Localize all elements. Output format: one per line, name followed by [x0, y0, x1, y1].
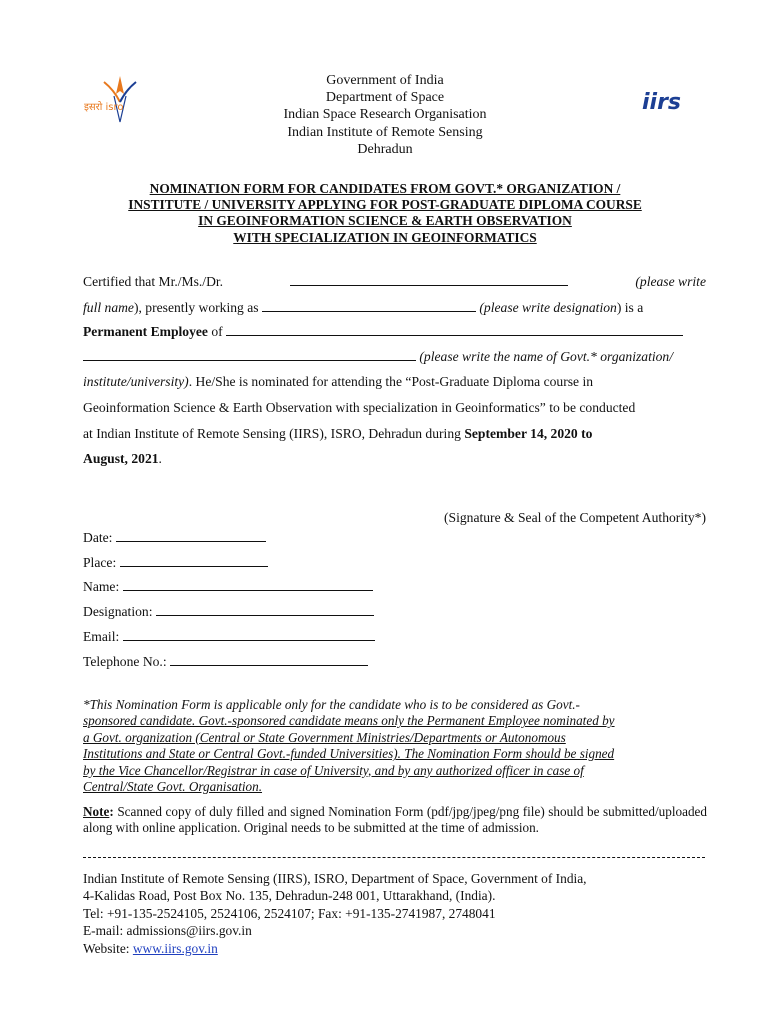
body-line-6 [83, 400, 635, 416]
fine-print-line [83, 730, 707, 746]
body-line-2 [83, 300, 643, 316]
email-blank[interactable] [123, 629, 375, 641]
iirs-during-text: at Indian Institute of Remote Sensing (IIRS), ISRO, Dehradun during [83, 426, 465, 441]
body-line-4 [83, 349, 673, 365]
address-line: Indian Institute of Remote Sensing (IIRS), ISRO, Department of Space, Government of India, [83, 871, 587, 886]
designation-blank[interactable] [262, 300, 476, 312]
course-dates-end: August, 2021 [83, 451, 159, 466]
body-line-1 [83, 274, 706, 290]
header-line: Government of India [326, 73, 444, 88]
header-line: Indian Institute of Remote Sensing [287, 124, 483, 140]
header-line: Indian Space Research Organisation [283, 107, 487, 123]
email-field [83, 629, 375, 645]
signature-seal-label: (Signature & Seal of the Competent Authority*) [443, 510, 706, 525]
fine-print [83, 697, 707, 795]
fine-print-underlined: a Govt. organization (Central or State Government Ministries/Departments or Autonomous [83, 729, 566, 745]
name-blank[interactable] [123, 579, 373, 591]
organization-blank-1[interactable] [226, 324, 683, 336]
email-label: Email: [83, 629, 120, 644]
header-line: Dehradun [357, 141, 413, 157]
presently-working-text: ), presently working as [133, 300, 259, 315]
date-field [83, 530, 266, 546]
period: . [158, 451, 162, 466]
fine-print-underlined: sponsored candidate. Govt.-sponsored candidate means only the Permanent Employee nominated by [83, 713, 615, 729]
organization-blank-2[interactable] [83, 349, 416, 361]
fine-print-line [83, 713, 707, 729]
name-label: Name: [83, 579, 120, 594]
date-label: Date: [83, 530, 113, 545]
certified-text: Certified that Mr./Ms./Dr. [83, 274, 224, 289]
address-line: E-mail: admissions@iirs.gov.in [83, 923, 252, 939]
header-block [200, 72, 570, 158]
name-field [83, 579, 373, 595]
course-dates-start: September 14, 2020 to [464, 426, 593, 441]
fine-print-line [83, 779, 707, 795]
note-text: Scanned copy of duly filled and signed Nomination Form (pdf/jpg/jpeg/png file) should be submitted/uploaded along with online application. Original needs to be submitted at the time of admission. [83, 804, 707, 836]
address-line: 4-Kalidas Road, Post Box No. 135, Dehradun-248 001, Uttarakhand, (India). [83, 888, 496, 904]
telephone-label: Telephone No.: [83, 654, 167, 669]
fine-print-line [83, 746, 707, 762]
nominated-text: . He/She is nominated for attending the “Post-Graduate Diploma course in [188, 374, 594, 389]
fine-print-line [83, 763, 707, 779]
is-a-text: ) is a [616, 300, 644, 315]
full-name-blank[interactable] [290, 274, 568, 286]
header-line: Department of Space [325, 90, 445, 106]
of-text: of [207, 324, 223, 339]
title-line: WITH SPECIALIZATION IN GEOINFORMATICS [233, 229, 537, 245]
body-line-7 [83, 426, 592, 442]
title-line: NOMINATION FORM FOR CANDIDATES FROM GOVT.* ORGANIZATION / [149, 181, 621, 196]
logo-right-lettering: iirs [642, 90, 682, 115]
address-line: Tel: +91-135-2524105, 2524106, 2524107; Fax: +91-135-2741987, 2748041 [83, 905, 496, 921]
dashed-divider [83, 857, 705, 864]
body-line-3 [83, 324, 683, 340]
organization-hint: (please write the name of Govt.* organization/ [419, 349, 674, 364]
designation-field [83, 604, 374, 620]
website-line [83, 940, 587, 957]
note-colon: : [109, 804, 114, 819]
designation-hint: (please write designation [479, 300, 617, 315]
place-label: Place: [83, 555, 117, 570]
telephone-field [83, 654, 368, 670]
title-line: INSTITUTE / UNIVERSITY APPLYING FOR POST-GRADUATE DIPLOMA COURSE [128, 197, 642, 213]
title-line: IN GEOINFORMATION SCIENCE & EARTH OBSERVATION [198, 213, 572, 229]
website-label: Website: [83, 940, 133, 956]
fine-print-underlined: Institutions and State or Central Govt.-funded Universities). The Nomination Form should be signed [83, 746, 615, 762]
place-blank[interactable] [120, 555, 268, 567]
iirs-logo [640, 86, 704, 116]
website-link[interactable]: www.iirs.gov.in [132, 940, 218, 956]
logo-left-lettering: इसरो isro [84, 102, 124, 113]
address-block [83, 870, 587, 957]
telephone-blank[interactable] [170, 654, 368, 666]
fine-print-line: *This Nomination Form is applicable only for the candidate who is to be considered as Govt.- [83, 697, 580, 712]
permanent-employee-text: Permanent Employee [83, 324, 208, 339]
note-block [83, 804, 707, 837]
form-title [60, 181, 710, 246]
isro-logo [84, 72, 156, 124]
full-name-hint: full name [83, 300, 134, 315]
note-label: Note [83, 804, 110, 819]
date-blank[interactable] [116, 530, 266, 542]
please-write-hint: (please write [635, 274, 706, 289]
body-line-8 [83, 451, 162, 467]
fine-print-underlined: Central/State Govt. Organisation. [83, 779, 263, 795]
fine-print-underlined: by the Vice Chancellor/Registrar in case of University, and by any authorized officer in case of [83, 762, 584, 778]
geoinformation-text: Geoinformation Science & Earth Observation with specialization in Geoinformatics” to be conducted [83, 400, 636, 415]
institute-university-hint: institute/university) [83, 374, 189, 389]
designation-field-blank[interactable] [156, 604, 374, 616]
body-line-5 [83, 374, 593, 390]
designation-label: Designation: [83, 604, 153, 619]
place-field [83, 555, 268, 571]
